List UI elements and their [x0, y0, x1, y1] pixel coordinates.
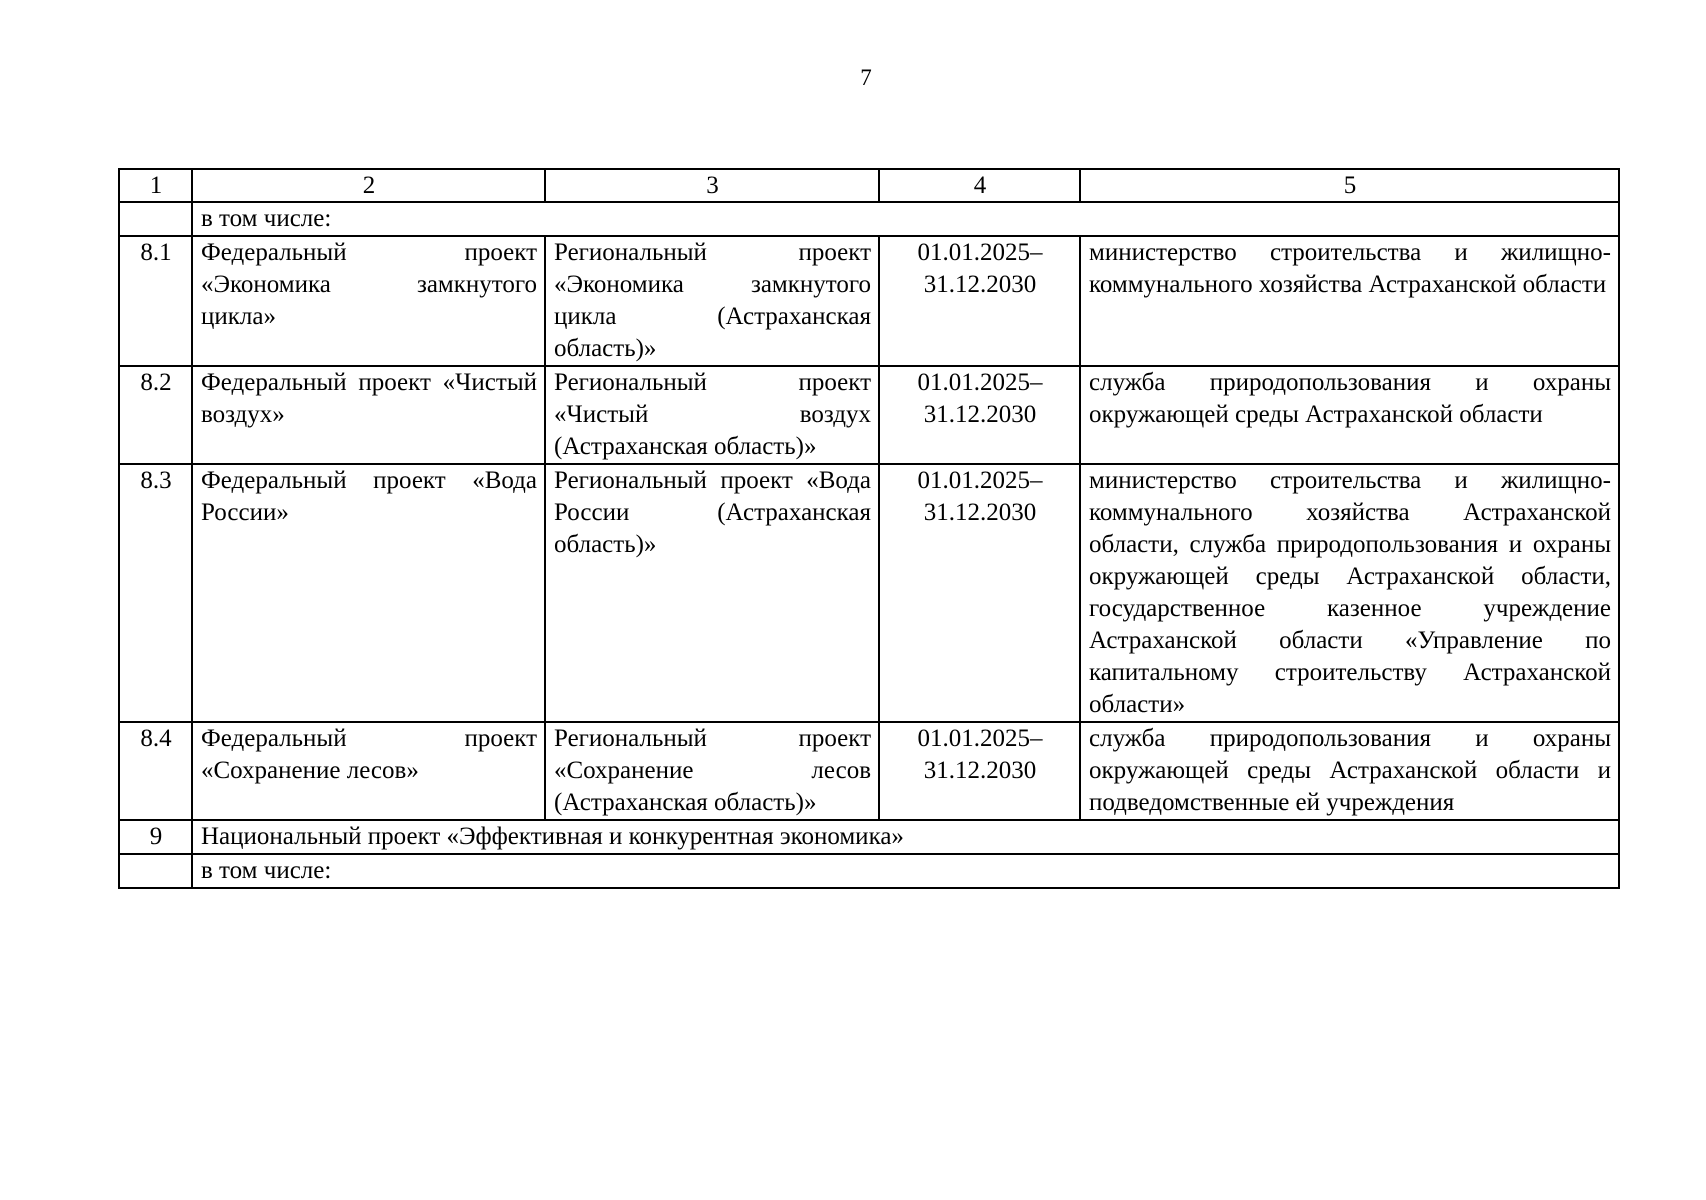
period-end: 31.12.2030	[923, 401, 1037, 428]
header-cell-3: 3	[545, 169, 879, 202]
table-header-row	[119, 169, 1619, 202]
projects-table	[118, 168, 1620, 889]
header-cell-5: 5	[1080, 169, 1619, 202]
regional-project-cell: Региональный проект «Вода России (Астраханская область)»	[545, 464, 879, 722]
row-number: 9	[119, 820, 192, 854]
regional-project-cell: Региональный проект «Сохранение лесов (Астраханская область)»	[545, 722, 879, 820]
table-row	[119, 236, 1619, 366]
table-subheading-row	[119, 202, 1619, 236]
period-end: 31.12.2030	[923, 757, 1037, 784]
empty-number-cell	[119, 202, 192, 236]
table-row	[119, 366, 1619, 464]
period-start: 01.01.2025–	[917, 239, 1043, 266]
responsible-cell: служба природопользования и охраны окружающей среды Астраханской области	[1080, 366, 1619, 464]
federal-project-cell: Федеральный проект «Экономика замкнутого цикла»	[192, 236, 545, 366]
row-number: 8.4	[119, 722, 192, 820]
header-cell-4: 4	[879, 169, 1080, 202]
row-number: 8.2	[119, 366, 192, 464]
header-cell-2: 2	[192, 169, 545, 202]
national-project-row	[119, 820, 1619, 854]
federal-project-cell: Федеральный проект «Сохранение лесов»	[192, 722, 545, 820]
period-start: 01.01.2025–	[917, 725, 1043, 752]
period-start: 01.01.2025–	[917, 369, 1043, 396]
federal-project-cell: Федеральный проект «Чистый воздух»	[192, 366, 545, 464]
row-number: 8.3	[119, 464, 192, 722]
period-end: 31.12.2030	[923, 499, 1037, 526]
header-cell-1: 1	[119, 169, 192, 202]
subheading-text: в том числе:	[192, 202, 1619, 236]
page-number: 7	[860, 65, 872, 90]
period-end: 31.12.2030	[923, 271, 1037, 298]
subheading-text: в том числе:	[192, 854, 1619, 888]
period-start: 01.01.2025–	[917, 467, 1043, 494]
table-subheading-row	[119, 854, 1619, 888]
period-cell	[879, 464, 1080, 722]
table-row	[119, 464, 1619, 722]
federal-project-cell: Федеральный проект «Вода России»	[192, 464, 545, 722]
regional-project-cell: Региональный проект «Экономика замкнутого цикла (Астраханская область)»	[545, 236, 879, 366]
responsible-cell: министерство строительства и жилищно-коммунального хозяйства Астраханской области, служба природопользования и охраны окружающей среды Астраханской области, государственное казенное учреждение Астраханской области «Управление по капитальному строительству Астраханской области»	[1080, 464, 1619, 722]
national-project-title: Национальный проект «Эффективная и конкурентная экономика»	[192, 820, 1619, 854]
responsible-cell: министерство строительства и жилищно-коммунального хозяйства Астраханской области	[1080, 236, 1619, 366]
regional-project-cell: Региональный проект «Чистый воздух (Астраханская область)»	[545, 366, 879, 464]
period-cell	[879, 366, 1080, 464]
period-cell	[879, 236, 1080, 366]
empty-number-cell	[119, 854, 192, 888]
row-number: 8.1	[119, 236, 192, 366]
responsible-cell: служба природопользования и охраны окружающей среды Астраханской области и подведомственные ей учреждения	[1080, 722, 1619, 820]
table-row	[119, 722, 1619, 820]
period-cell	[879, 722, 1080, 820]
